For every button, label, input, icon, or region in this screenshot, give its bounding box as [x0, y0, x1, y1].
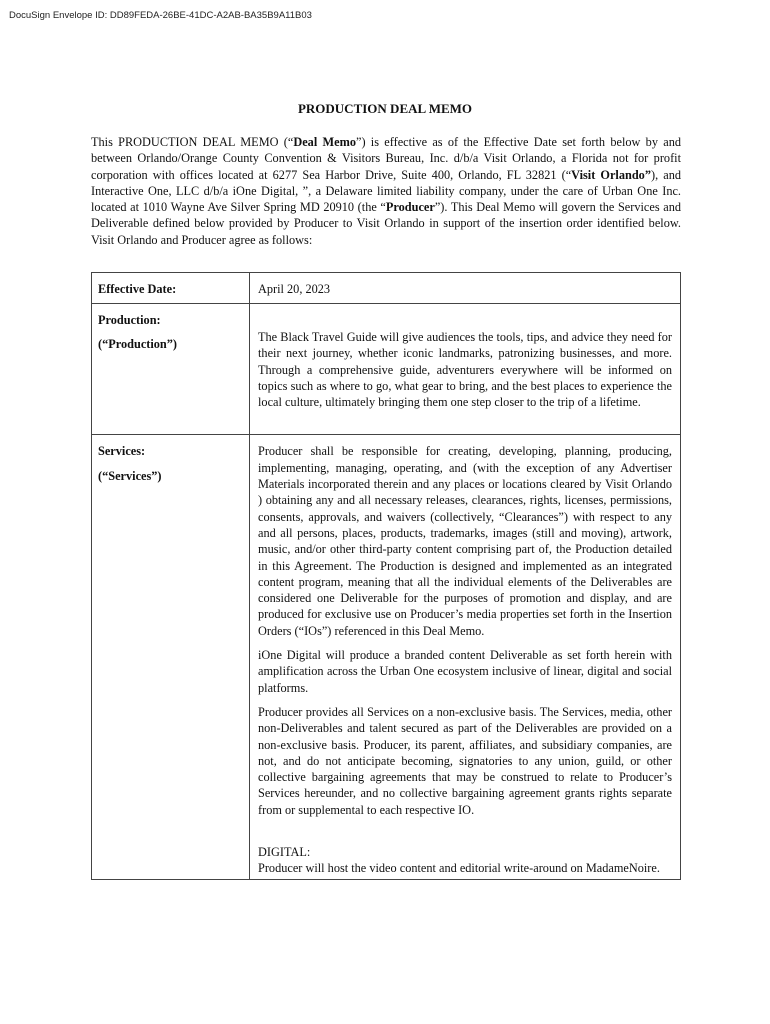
- services-paragraph-3: Producer provides all Services on a non-exclusive basis. The Services, media, other non-Deliverables and talent secured as part of the Deliverables are provided on a non-exclusive basis. Producer, its parent, affiliates, and subsidiary companies, are not, and do not anticipate becoming, signatories to any union, guild, or other collective bargaining agreements that may be construed to relate to Producer’s Services hereunder, and no collective bargaining agreement grants rights separate from or supplemental to each respective IO.: [258, 704, 672, 817]
- production-label: Production:: [98, 313, 161, 327]
- table-row: [92, 435, 681, 879]
- table-row: [92, 273, 681, 304]
- effective-date-value-cell: [250, 273, 681, 304]
- production-description: The Black Travel Guide will give audiences the tools, tips, and advice they need for their next journey, whether iconic landmarks, patronizing businesses, and more. Through a comprehensive guide, adventurers everywhere will be informed on topics such as where to go, what gear to bring, and the best places to experience the local culture, ultimately bringing them one step closer to the trip of a lifetime.: [258, 330, 672, 410]
- production-label-cell: [92, 304, 250, 435]
- services-paragraph-2: iOne Digital will produce a branded content Deliverable as set forth herein with amplification across the Urban One ecosystem inclusive of linear, digital and social platforms.: [258, 648, 672, 695]
- services-paragraph-1: Producer shall be responsible for creating, developing, planning, producing, implementing, managing, operating, and (with the exception of any Advertiser Materials incorporated therein and any places or locations cleared by Visit Orlando ) obtaining any and all necessary releases, clearances, rights, licenses, permissions, consents, approvals, and waivers (collectively, “Clearances”) with respect to any and all persons, places, products, trademarks, images (still and moving), artwork, music, and/or other third-party content comprising part of, the Production detailed in this Agreement. The Production is designed and implemented as an integrated content program, meaning that all the individual elements of the Deliverables are considered one Deliverable for the purposes of promotion and display, and are produced for exclusive use on Producer’s media properties set forth in the Insertion Orders (“IOs”) referenced in this Deal Memo.: [258, 444, 672, 638]
- services-label-cell: [92, 435, 250, 879]
- digital-heading: DIGITAL:: [258, 845, 311, 860]
- production-value-cell: [250, 304, 681, 435]
- producer-term: Producer: [385, 200, 435, 215]
- deal-memo-table: [91, 272, 681, 880]
- docusign-envelope-id: DocuSign Envelope ID: DD89FEDA-26BE-41DC-A2AB-BA35B9A11B03: [9, 10, 312, 21]
- visit-orlando-term: Visit Orlando”: [571, 167, 651, 182]
- services-alias: (“Services”): [98, 468, 162, 483]
- digital-text: Producer will host the video content and editorial write-around on MadameNoire.: [258, 861, 660, 876]
- effective-date-value: April 20, 2023: [258, 282, 331, 296]
- document-title: PRODUCTION DEAL MEMO: [297, 101, 473, 116]
- intro-paragraph: This PRODUCTION DEAL MEMO (“Deal Memo”) is effective as of the Effective Date set forth below by and between Orlando/Orange County Convention & Visitors Bureau, Inc. d/b/a Visit Orlando, a Florida not for profit corporation with offices located at 6277 Sea Harbor Drive, Suite 400, Orlando, FL 32821 (“Visit Orlando”), and Interactive One, LLC d/b/a iOne Digital, ”, a Delaware limited liability company, under the care of Urban One Inc. located at 1010 Wayne Ave Silver Spring MD 20910 (the “Producer”). This Deal Memo will govern the Services and Deliverable defined below provided by Producer to Visit Orlando in support of the insertion order identified below. Visit Orlando and Producer agree as follows:: [91, 135, 682, 247]
- services-value-cell: [250, 435, 681, 879]
- effective-date-label-cell: [92, 273, 250, 304]
- deal-memo-term: Deal Memo: [293, 135, 356, 149]
- services-label: Services:: [98, 444, 146, 459]
- effective-date-label: Effective Date:: [98, 282, 177, 296]
- production-alias: (“Production”): [98, 337, 178, 352]
- table-row: [92, 304, 681, 435]
